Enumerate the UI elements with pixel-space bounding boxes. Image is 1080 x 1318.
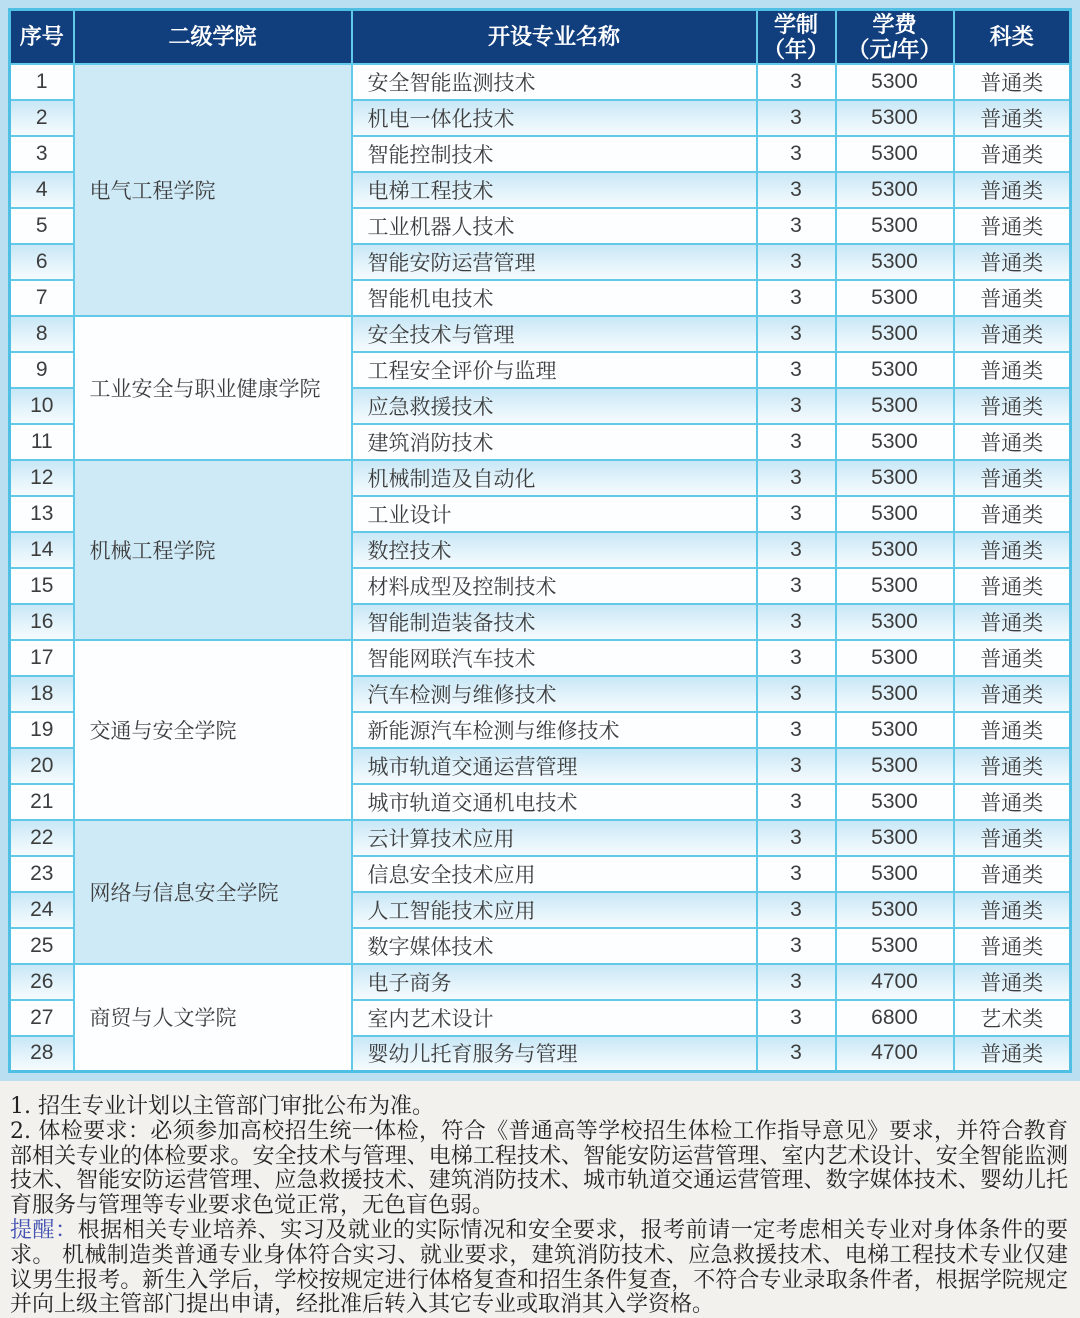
table-row [10, 964, 1071, 1000]
col-header-duration-line2: （年） [762, 36, 829, 62]
cell-tuition: 5300 [836, 820, 954, 856]
cell-tuition: 4700 [836, 964, 954, 1000]
cell-tuition: 5300 [836, 784, 954, 820]
cell-category: 普通类 [954, 712, 1071, 748]
cell-category: 普通类 [954, 640, 1071, 676]
cell-tuition: 5300 [836, 748, 954, 784]
cell-major: 数控技术 [352, 532, 757, 568]
cell-major: 应急救援技术 [352, 388, 757, 424]
cell-category: 普通类 [954, 244, 1071, 280]
cell-category: 普通类 [954, 64, 1071, 100]
col-header-college: 二级学院 [74, 10, 352, 64]
cell-no: 24 [10, 892, 74, 928]
cell-category: 普通类 [954, 1036, 1071, 1072]
cell-category: 普通类 [954, 172, 1071, 208]
cell-no: 17 [10, 640, 74, 676]
cell-duration: 3 [757, 712, 836, 748]
cell-no: 27 [10, 1000, 74, 1036]
notes-section [0, 1081, 1080, 1318]
cell-major: 室内艺术设计 [352, 1000, 757, 1036]
col-header-tuition [836, 10, 954, 64]
cell-no: 21 [10, 784, 74, 820]
cell-category: 普通类 [954, 532, 1071, 568]
cell-no: 10 [10, 388, 74, 424]
cell-no: 20 [10, 748, 74, 784]
cell-major: 数字媒体技术 [352, 928, 757, 964]
cell-tuition: 5300 [836, 460, 954, 496]
cell-duration: 3 [757, 316, 836, 352]
cell-major: 婴幼儿托育服务与管理 [352, 1036, 757, 1072]
cell-major: 城市轨道交通机电技术 [352, 784, 757, 820]
cell-tuition: 5300 [836, 856, 954, 892]
cell-category: 普通类 [954, 676, 1071, 712]
cell-category: 普通类 [954, 280, 1071, 316]
cell-no: 13 [10, 496, 74, 532]
cell-tuition: 5300 [836, 496, 954, 532]
cell-duration: 3 [757, 892, 836, 928]
cell-duration: 3 [757, 280, 836, 316]
cell-major: 电子商务 [352, 964, 757, 1000]
cell-no: 4 [10, 172, 74, 208]
cell-major: 工业机器人技术 [352, 208, 757, 244]
cell-tuition: 6800 [836, 1000, 954, 1036]
cell-tuition: 5300 [836, 208, 954, 244]
col-header-tuition-line1: 学费 [872, 11, 917, 37]
cell-category: 普通类 [954, 928, 1071, 964]
cell-tuition: 5300 [836, 532, 954, 568]
cell-major: 新能源汽车检测与维修技术 [352, 712, 757, 748]
cell-tuition: 5300 [836, 316, 954, 352]
cell-category: 普通类 [954, 568, 1071, 604]
cell-tuition: 5300 [836, 712, 954, 748]
cell-no: 22 [10, 820, 74, 856]
cell-duration: 3 [757, 928, 836, 964]
col-header-tuition-line2: （元/年） [847, 36, 942, 62]
table-row [10, 316, 1071, 352]
cell-duration: 3 [757, 820, 836, 856]
cell-category: 普通类 [954, 208, 1071, 244]
cell-duration: 3 [757, 640, 836, 676]
cell-category: 普通类 [954, 136, 1071, 172]
cell-major: 材料成型及控制技术 [352, 568, 757, 604]
cell-tuition: 5300 [836, 172, 954, 208]
cell-category: 艺术类 [954, 1000, 1071, 1036]
cell-major: 城市轨道交通运营管理 [352, 748, 757, 784]
cell-duration: 3 [757, 568, 836, 604]
cell-tuition: 5300 [836, 388, 954, 424]
cell-tuition: 5300 [836, 424, 954, 460]
cell-no: 5 [10, 208, 74, 244]
cell-duration: 3 [757, 172, 836, 208]
cell-tuition: 5300 [836, 244, 954, 280]
cell-duration: 3 [757, 964, 836, 1000]
cell-major: 工业设计 [352, 496, 757, 532]
cell-category: 普通类 [954, 352, 1071, 388]
cell-no: 25 [10, 928, 74, 964]
cell-no: 23 [10, 856, 74, 892]
cell-tuition: 5300 [836, 604, 954, 640]
cell-major: 安全智能监测技术 [352, 64, 757, 100]
col-header-major: 开设专业名称 [352, 10, 757, 64]
cell-no: 26 [10, 964, 74, 1000]
cell-no: 18 [10, 676, 74, 712]
cell-major: 智能控制技术 [352, 136, 757, 172]
cell-category: 普通类 [954, 100, 1071, 136]
table-row [10, 640, 1071, 676]
cell-major: 建筑消防技术 [352, 424, 757, 460]
cell-tuition: 5300 [836, 100, 954, 136]
cell-duration: 3 [757, 424, 836, 460]
cell-college: 商贸与人文学院 [74, 964, 352, 1072]
cell-tuition: 5300 [836, 892, 954, 928]
admission-plan-table [8, 8, 1072, 1073]
cell-college: 电气工程学院 [74, 64, 352, 316]
cell-duration: 3 [757, 460, 836, 496]
cell-tuition: 5300 [836, 568, 954, 604]
cell-no: 7 [10, 280, 74, 316]
cell-duration: 3 [757, 136, 836, 172]
cell-duration: 3 [757, 856, 836, 892]
cell-no: 19 [10, 712, 74, 748]
cell-tuition: 5300 [836, 676, 954, 712]
cell-major: 智能安防运营管理 [352, 244, 757, 280]
cell-duration: 3 [757, 208, 836, 244]
col-header-duration [757, 10, 836, 64]
cell-category: 普通类 [954, 604, 1071, 640]
cell-category: 普通类 [954, 784, 1071, 820]
cell-category: 普通类 [954, 964, 1071, 1000]
col-header-duration-line1: 学制 [773, 11, 818, 37]
cell-major: 智能机电技术 [352, 280, 757, 316]
cell-category: 普通类 [954, 820, 1071, 856]
note-reminder [10, 1219, 1068, 1318]
cell-category: 普通类 [954, 460, 1071, 496]
cell-duration: 3 [757, 352, 836, 388]
cell-no: 3 [10, 136, 74, 172]
note-2: 2. 体检要求：必须参加高校招生统一体检，符合《普通高等学校招生体检工作指导意见》要求，并符合教育部相关专业的体检要求。安全技术与管理、电梯工程技术、智能安防运营管理、室内艺术设计、安全智能监测技术、智能安防运营管理、应急救援技术、建筑消防技术、城市轨道交通运营管理、数字媒体技术、婴幼儿托育服务与管理等专业要求色觉正常，无色盲色弱。 [10, 1118, 1068, 1219]
cell-tuition: 5300 [836, 352, 954, 388]
cell-major: 安全技术与管理 [352, 316, 757, 352]
cell-major: 汽车检测与维修技术 [352, 676, 757, 712]
cell-no: 14 [10, 532, 74, 568]
cell-major: 智能制造装备技术 [352, 604, 757, 640]
cell-duration: 3 [757, 64, 836, 100]
cell-no: 28 [10, 1036, 74, 1072]
table-header [10, 10, 1071, 64]
cell-category: 普通类 [954, 892, 1071, 928]
cell-category: 普通类 [954, 856, 1071, 892]
cell-category: 普通类 [954, 496, 1071, 532]
cell-category: 普通类 [954, 316, 1071, 352]
cell-no: 8 [10, 316, 74, 352]
col-header-category: 科类 [954, 10, 1071, 64]
cell-no: 6 [10, 244, 74, 280]
col-header-no: 序号 [10, 10, 74, 64]
cell-tuition: 4700 [836, 1036, 954, 1072]
reminder-label: 提醒： [10, 1217, 78, 1243]
cell-duration: 3 [757, 244, 836, 280]
cell-major: 信息安全技术应用 [352, 856, 757, 892]
cell-major: 云计算技术应用 [352, 820, 757, 856]
cell-duration: 3 [757, 676, 836, 712]
cell-no: 12 [10, 460, 74, 496]
table-row [10, 460, 1071, 496]
cell-major: 工程安全评价与监理 [352, 352, 757, 388]
note-1: 1. 招生专业计划以主管部门审批公布为准。 [10, 1094, 434, 1119]
cell-college: 机械工程学院 [74, 460, 352, 640]
cell-duration: 3 [757, 532, 836, 568]
table-body [10, 64, 1071, 1072]
cell-college: 工业安全与职业健康学院 [74, 316, 352, 460]
cell-tuition: 5300 [836, 640, 954, 676]
cell-no: 16 [10, 604, 74, 640]
cell-major: 机械制造及自动化 [352, 460, 757, 496]
cell-no: 15 [10, 568, 74, 604]
cell-duration: 3 [757, 1036, 836, 1072]
table-row [10, 64, 1071, 100]
cell-tuition: 5300 [836, 64, 954, 100]
cell-duration: 3 [757, 1000, 836, 1036]
cell-college: 网络与信息安全学院 [74, 820, 352, 964]
cell-duration: 3 [757, 604, 836, 640]
cell-category: 普通类 [954, 748, 1071, 784]
cell-major: 人工智能技术应用 [352, 892, 757, 928]
cell-tuition: 5300 [836, 928, 954, 964]
cell-no: 11 [10, 424, 74, 460]
cell-category: 普通类 [954, 388, 1071, 424]
cell-category: 普通类 [954, 424, 1071, 460]
cell-duration: 3 [757, 100, 836, 136]
table-row [10, 820, 1071, 856]
cell-duration: 3 [757, 496, 836, 532]
cell-duration: 3 [757, 748, 836, 784]
cell-major: 机电一体化技术 [352, 100, 757, 136]
cell-major: 电梯工程技术 [352, 172, 757, 208]
cell-major: 智能网联汽车技术 [352, 640, 757, 676]
header-row [10, 10, 1071, 64]
cell-tuition: 5300 [836, 136, 954, 172]
cell-duration: 3 [757, 388, 836, 424]
cell-tuition: 5300 [836, 280, 954, 316]
cell-no: 1 [10, 64, 74, 100]
cell-no: 9 [10, 352, 74, 388]
cell-duration: 3 [757, 784, 836, 820]
reminder-text: 根据相关专业培养、实习及就业的实际情况和安全要求，报考前请一定考虑相关专业对身体条件的要求。 机械制造类普通专业身体符合实习、就业要求，建筑消防技术、应急救援技术、电梯工程技术专业仅建议男生报考。新生入学后，学校按规定进行体格复查和招生条件复查，不符合专业录取条件者，根据学院规定并向上级主管部门提出申请，经批准后转入其它专业或取消其入学资格。 [10, 1217, 1068, 1318]
cell-no: 2 [10, 100, 74, 136]
cell-college: 交通与安全学院 [74, 640, 352, 820]
